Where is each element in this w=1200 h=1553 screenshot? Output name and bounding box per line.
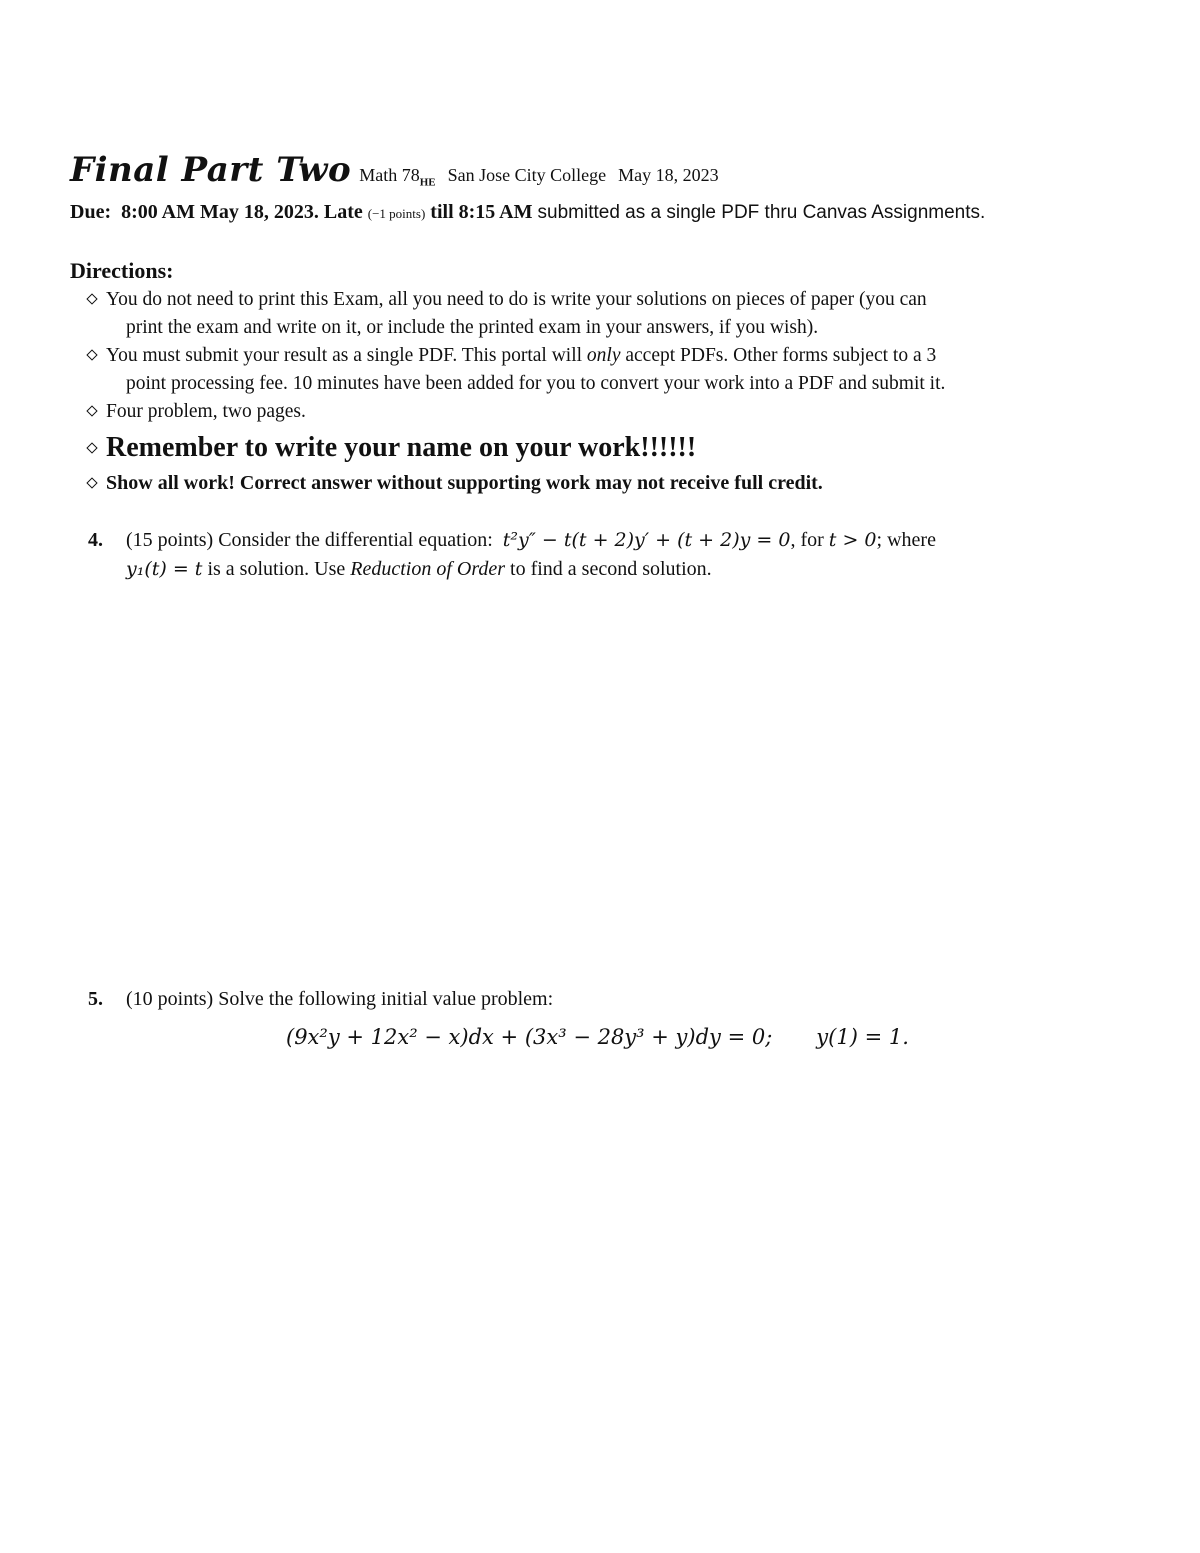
due-label: Due: [70, 201, 112, 223]
title-line [70, 150, 719, 190]
due-notice [70, 198, 1130, 228]
initial-condition: y(1) = 1. [816, 1025, 909, 1049]
diamond-bullet-icon [86, 477, 97, 488]
name-reminder: Remember to write your name on your work!!!!!! [86, 428, 1136, 468]
late-points: (−1 points) [367, 206, 426, 221]
exam-date: May 18, 2023 [618, 165, 719, 185]
initial-value-equation [286, 1025, 909, 1049]
diamond-bullet-icon [86, 349, 97, 360]
method-name: Reduction of Order [350, 558, 506, 580]
problem-4: 4. (15 points) Consider the differential equation: t²y″ − t(t + 2)y′ + (t + 2)y = 0, for t > 0; where y₁(t) = t is a solution. Use Reduction of Order to find a second solution. [88, 526, 1148, 584]
problem-5: 5. (10 points) Solve the following initial value problem: [88, 985, 1148, 1014]
diamond-bullet-icon [86, 405, 97, 416]
college-name: San Jose City College [447, 165, 607, 185]
course-code: Math $78_{HE}$ [359, 165, 436, 189]
differential-equation: t²y″ − t(t + 2)y′ + (t + 2)y = 0 [502, 529, 791, 551]
directions-list [86, 286, 1136, 498]
list-item: Four problem, two pages. [86, 398, 1136, 426]
late-label: Late [323, 201, 363, 223]
due-deadline: 8:00 AM May 18, 2023. [121, 201, 319, 223]
exam-title: Final Part Two [70, 150, 352, 190]
directions-heading: Directions: [70, 258, 174, 283]
late-until: till 8:15 AM [430, 201, 533, 223]
known-solution: y₁(t) = t [126, 558, 203, 580]
list-item: You do not need to print this Exam, all you need to do is write your solutions on pieces of paper (you can print the exam and write on it, or include the printed exam in your answers, if you wish). [86, 286, 1136, 342]
problem-number: 4. [88, 529, 103, 551]
show-work-note: Show all work! Correct answer without supporting work may not receive full credit. [86, 468, 1136, 498]
ivp-equation: (9x²y + 12x² − x)dx + (3x³ − 28y³ + y)dy = 0; [286, 1025, 773, 1049]
diamond-bullet-icon [86, 442, 97, 453]
list-item: You must submit your result as a single PDF. This portal will only accept PDFs. Other forms subject to a 3 point processing fee. 10 minutes have been added for you to convert your work into a PDF and submit it. [86, 342, 1136, 398]
diamond-bullet-icon [86, 293, 97, 304]
problem-number: 5. [88, 988, 103, 1010]
submission-info: submitted as a single PDF thru Canvas Assignments. [537, 202, 986, 223]
